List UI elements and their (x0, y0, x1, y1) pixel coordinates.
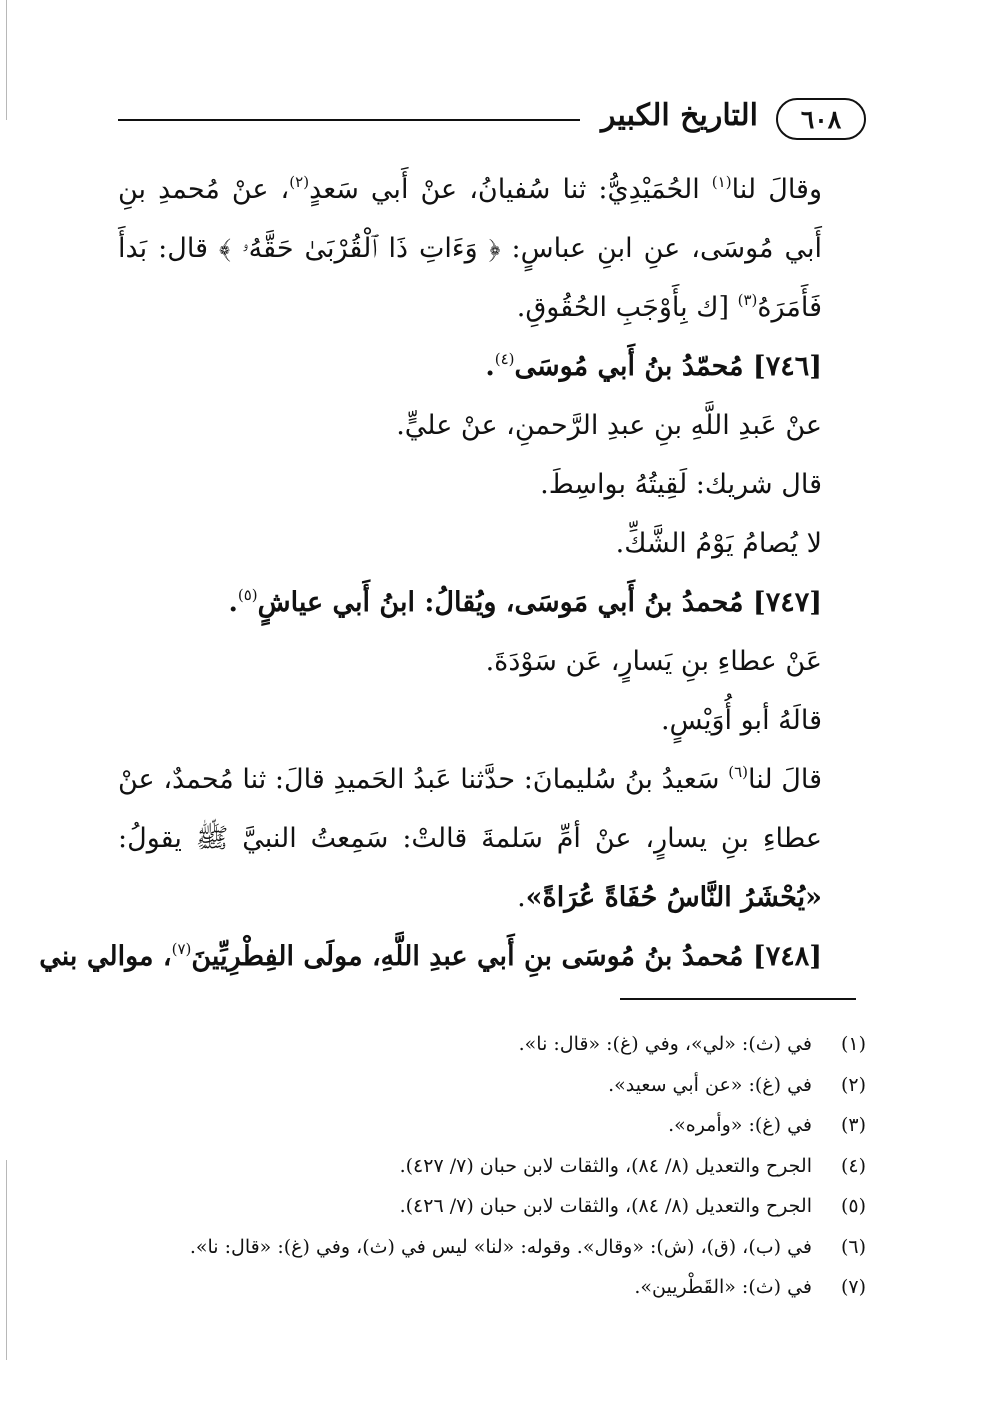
footnote (118, 1065, 866, 1106)
book-title: التاريخ الكبير (600, 98, 758, 133)
footnote-text: في (ث): «لي»، وفي (غ): «قال: نا». (518, 1033, 812, 1055)
footnote-marker-1: (١) (711, 173, 732, 191)
entry-746-heading: [٧٤٦] مُحمّدُ بنُ أَبي مُوسَى$^{(٤)}$. (485, 350, 822, 382)
footnote-text: في (ث): «القَطْريين». (634, 1276, 812, 1298)
text-line: قالَهُ أبو أُوَيْسٍ. (660, 705, 822, 736)
footnote-text: في (ب)، (ق)، (ش): «وقال». وقوله: «لنا» ليس في (ث)، وفي (غ): «قال: نا». (189, 1235, 812, 1258)
footnotes (118, 1024, 866, 1308)
text-line: عنْ عَبدِ اللَّهِ بنِ عبدِ الرَّحمنِ، عنْ عليٍّ. (396, 410, 822, 441)
footnote-number: (١) (840, 1033, 866, 1055)
footnote-separator (620, 998, 856, 1000)
text-line: قال شريك: لَقِيتُهُ بواسِطَ. (540, 469, 822, 500)
paragraph-said-ibn-sulayman: قالَ لنا$^{(٦)}$ سَعيدُ بنُ سُليمانَ: حدَّثنا عَبدُ الحَميدِ قالَ: ثنا مُحمدٌ، عنْ عطاءِ بنِ يسارٍ، عنْ أمِّ سَلمةَ قالتْ: سَمِعتُ النبيَّ ﷺ يقولُ: «يُحْشَرُ النَّاسُ حُفَاةً عُرَاةً». (118, 763, 822, 913)
footnote-number: (٢) (840, 1073, 866, 1096)
footnote-marker-5: (٥) (237, 586, 258, 604)
footnote-text: الجرح والتعديل (٨/ ٨٤)، والثقات لابن حبان (٧/ ٤٢٦). (399, 1195, 812, 1217)
footnote-number: (٣) (840, 1114, 866, 1136)
footnote-number: (٧) (840, 1276, 866, 1298)
footnote-number: (٤) (840, 1154, 866, 1177)
footnote (118, 1105, 866, 1146)
footnote-text: الجرح والتعديل (٨/ ٨٤)، والثقات لابن حبان (٧/ ٤٢٧). (399, 1154, 812, 1177)
footnote-marker-7: (٧) (171, 940, 192, 958)
entry-747-heading: [٧٤٧] مُحمدُ بنُ أَبي مَوسَى، ويُقالُ: ابنُ أَبي عياشٍ$^{(٥)}$. (228, 586, 822, 618)
paragraph-humaydi: وقالَ لنا$^{(١)}$ الحُمَيْدِيُّ: ثنا سُفيانُ، عنْ أَبي سَعدٍ$^{(٢)}$، عنْ مُحمدِ بنِ أَبي مُوسَى، عنِ ابنِ عباسٍ: ﴿ وَءَاتِ ذَا ٱلْقُرْبَىٰ حَقَّهُۥ ﴾ قال: بَدأَ فَأَمَرَهُ$^{(٣)}$ [ك بِأَوْجَبِ الحُقُوقِ. (118, 173, 823, 323)
text-line: عَنْ عطاءِ بنِ يَسارٍ، عَن سَوْدَةَ. (485, 646, 822, 677)
footnote-marker-3: (٣) (737, 291, 758, 309)
footnote-marker-6: (٦) (728, 763, 748, 781)
footnote-marker-4: (٤) (494, 350, 515, 368)
footnote-number: (٦) (840, 1235, 866, 1258)
footnote-text: في (غ): «وأمره». (668, 1114, 812, 1136)
page-number: ٦٠٨ (776, 98, 866, 140)
header-rule (118, 119, 580, 121)
running-header (118, 94, 866, 146)
footnote (118, 1024, 866, 1065)
footnote-number: (٥) (840, 1195, 866, 1217)
entry-748-heading: [٧٤٨] مُحمدُ بنُ مُوسَى بنِ أَبي عبدِ اللَّهِ، مولَى الفِطْرِيِّينَ$^{(٧)}$، موالي بني (39, 940, 822, 972)
footnote (118, 1186, 866, 1227)
footnote-marker-2: (٢) (289, 173, 310, 191)
footnote-text: في (غ): «عن أبي سعيد». (608, 1073, 812, 1096)
text-line: لا يُصامُ يَوْمُ الشَّكِّ. (615, 528, 822, 559)
footnote (118, 1267, 866, 1308)
scan-edge-mark (6, 1160, 7, 1360)
hadith-quote: «يُحْشَرُ النَّاسُ حُفَاةً عُرَاةً» (525, 882, 822, 913)
main-text (39, 160, 866, 986)
footnote (118, 1227, 866, 1268)
footnote (118, 1146, 866, 1187)
scan-edge-mark (6, 0, 7, 120)
